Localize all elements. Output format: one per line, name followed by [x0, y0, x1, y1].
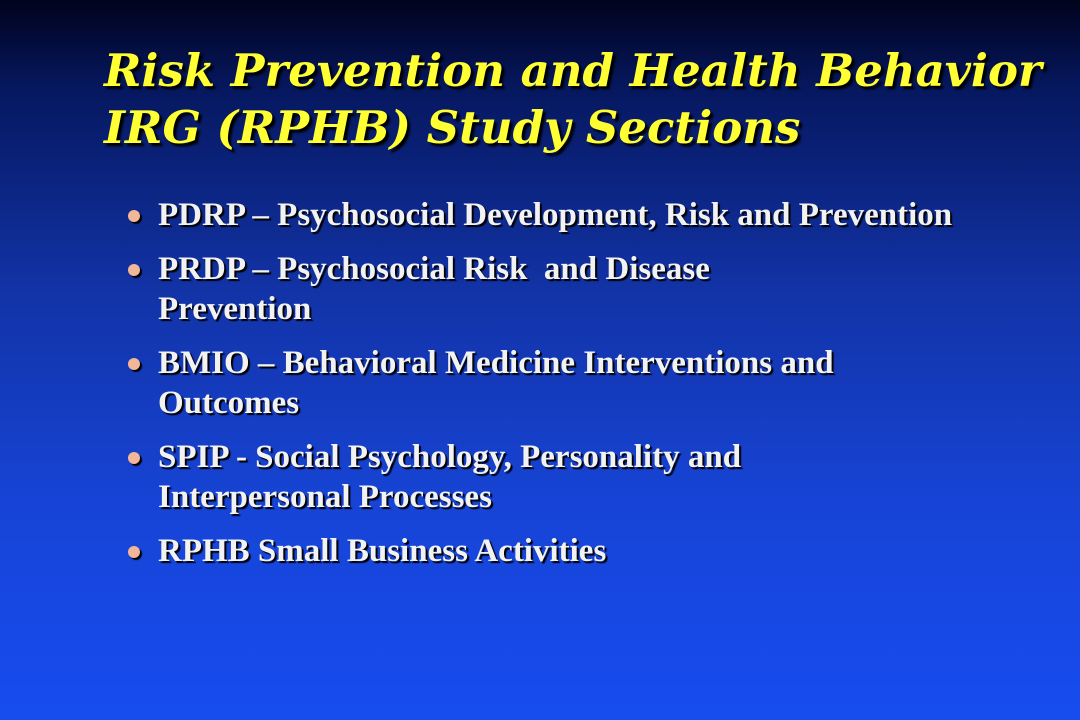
bullet-text: PDRP – Psychosocial Development, Risk and Prevention [158, 197, 953, 233]
slide-title [104, 42, 1054, 156]
bullet-text: PRDP – Psychosocial Risk and Disease Prevention [158, 251, 719, 327]
slide-title-line-2: IRG (RPHB) Study Sections [104, 101, 801, 154]
bullet-dot-icon [128, 264, 140, 276]
bullet-item-bmio [124, 343, 984, 423]
bullet-dot-icon [128, 452, 140, 464]
bullet-text: RPHB Small Business Activities [158, 533, 607, 569]
bullet-item-rphb-small-business [124, 531, 984, 571]
bullet-dot-icon [128, 546, 140, 558]
bullet-list [124, 195, 984, 585]
bullet-item-pdrp [124, 195, 984, 235]
bullet-text: BMIO – Behavioral Medicine Interventions and Outcomes [158, 345, 834, 421]
bullet-dot-icon [128, 210, 140, 222]
bullet-item-prdp [124, 249, 984, 329]
bullet-item-spip [124, 437, 984, 517]
slide-title-line-1: Risk Prevention and Health Behavior [104, 44, 1042, 97]
bullet-text: SPIP - Social Psychology, Personality and Interpersonal Processes [158, 439, 742, 515]
bullet-dot-icon [128, 358, 140, 370]
